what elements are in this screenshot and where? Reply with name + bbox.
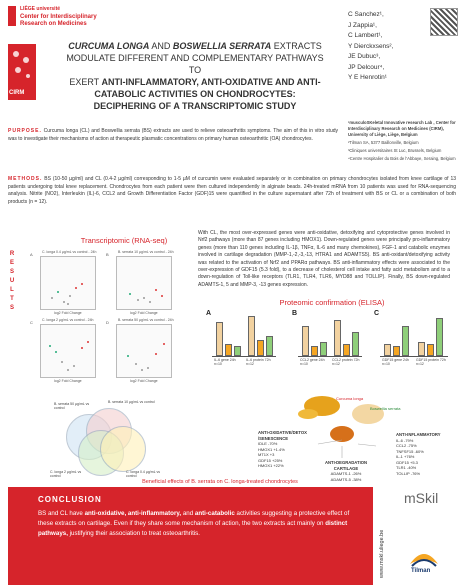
volcano-label-b: B (106, 252, 109, 257)
volcano-title-d: B. serrata 50 µg/mL vs control - 24h (118, 318, 174, 322)
affiliation: ²Tilman SA, 5377 Baillonville, Belgium (348, 140, 419, 145)
title-species-2: BOSWELLIA SERRATA (172, 41, 272, 51)
authors-list (348, 10, 428, 84)
results-text: With CL, the most over-expressed genes were anti-oxidative, detoxifying and cytoprotective genes involved in Nrf2 pathways (more than 87 genes including HMOX1). Down-regulated genes were principally pro-inflammatory genes (more than 110 genes including IL-1β, TNFα, IL-6 and many chemokines), FGF-1 and catabolic enzymes involved in cartilage degradation (MMP-1,-2,-3,-13, HTRA1 and ADAMTS5). BS anti-oxidant/detoxifying activity was related to the activation of Nrf2 and PPARα pathways. BS anti-inflammatory effects were associated to the over-expression of GDF15 (5.3 fold), to a decrease of cholesterol cell intake and fatty acid metabolism and to a down-regulation of Toll-like receptors (TLR1, TLR4, TLR6, MYD88 and TOLLIP). Finally, BS down-regulated ADAMTS-1, 5 and MMP-3, -13 genes expression. (198, 230, 450, 288)
elisa-panel-a (202, 308, 282, 374)
conclusion-part: and (182, 510, 194, 517)
title-line-2: MODULATE DIFFERENT AND COMPLEMENTARY PATHWAYS TO (66, 53, 324, 75)
elisa-title: Proteomic confirmation (ELISA) (279, 298, 385, 307)
volcano-title-a: C. longa 0.4 µg/mL vs control - 24h (42, 250, 97, 254)
conclusion-box (8, 487, 373, 585)
affiliation: ¹musculoSKeletal Innovative research Lab , Center for Interdisciplinary Research on Medicines (CIRM), University of Liège, Liège, Belgium (348, 120, 456, 137)
volcano-plot-d (116, 324, 172, 378)
results-letter: E (9, 260, 14, 266)
antiinf-item: TNFSF15 -60% (396, 448, 424, 454)
antiox-block (258, 430, 314, 469)
purpose-text-1: Curcuma longa (CL) and Boswellia serrata (BS) extracts are used to relieve osteoarthritis symptoms. (43, 128, 272, 134)
mechanism-diagram (258, 384, 458, 494)
antiox-item: MT1X +3 (258, 452, 275, 457)
antideg-item: ADAMTS-1 -26% (330, 471, 362, 476)
volcano-plot-c (40, 324, 96, 378)
purpose-text-2: The aim of this in vitro study was to investigate their mechanisms of action at therapeutic plasmatic concentrations on primary human osteoarthritic (OA) chondrocytes. (8, 128, 339, 142)
elisa-a-label-1: IL-6 protein 72h n=12 (246, 358, 271, 366)
panel-label-c: C (374, 310, 380, 317)
author: Y E Henrotin¹ (348, 74, 387, 81)
results-letter: S (9, 269, 14, 275)
results-letter: L (10, 287, 14, 293)
author: Y Dierckxsens², (348, 42, 394, 50)
antiox-item: HMOX1 +22% (258, 463, 284, 468)
elisa-c-label-1: GDF15 protein 72h n=12 (416, 358, 446, 366)
cirm-label: CIRM (9, 90, 25, 96)
conclusion-title: CONCLUSION (38, 495, 102, 504)
title-line-5: DECIPHERING OF A TRANSCRIPTOMIC STUDY (93, 101, 297, 111)
center-line-2: Research on Medicines (20, 21, 87, 27)
antideg-title: ANTI-DEGRADATION CARTILAGE (324, 460, 368, 471)
center-name (20, 6, 97, 29)
univ-name: LIÈGE université (20, 6, 61, 12)
results-letter: T (10, 296, 14, 302)
mskil-logo: mSkil (404, 490, 439, 506)
panel-label-b: B (292, 310, 298, 317)
antiox-item: HMOX1 +1.4% (258, 446, 285, 452)
results-letter: U (9, 278, 15, 284)
antiinf-item: CCL2 -75% (396, 443, 417, 448)
conclusion-bold: anti-catabolic (194, 510, 235, 517)
volcano-label-c: C (30, 320, 33, 325)
author: C Lambert¹, (348, 32, 383, 39)
author: JE Dubuc³, (348, 53, 381, 60)
title-line-3a: EXERT (69, 77, 99, 87)
antiox-item: IDLE -70% (258, 441, 278, 446)
conclusion-bold: anti-oxidative, anti-inflammatory, (84, 510, 182, 517)
poster-title (64, 40, 326, 112)
volcano-xlabel-d: log2 Fold Change (130, 379, 158, 383)
methods-text: BS (10-50 µg/ml) and CL (0.4-2 µg/ml) corresponding to 1-5 µM of curcumin were evaluated separately or in combination on primary chondrocytes isolated from knee cartilage of 13 patients undergoing total knee replacement. Chondrocytes from each patient were then cultured independently in alginate beads. 24h-treated mRNA from 10 patients was used for RNA-sequencing analysis. Nitrite (NO2), Interleukin (IL)-6, CCL2 and Growth Differentiation Factor (GDF)15 were quantified in the culture supernatant after 72h of treatment with BS or CL or a combination of both products (n = 12). (8, 176, 456, 205)
conclusion-bold: distinct pathways, (38, 520, 348, 537)
elisa-a-label-0: IL-6 gene 24h n=10 (214, 358, 236, 366)
methods-label: METHODS. (8, 176, 43, 182)
methods-section (8, 176, 456, 206)
transcriptomic-title: Transcriptomic (RNA-seq) (80, 236, 168, 245)
venn-diagram (50, 400, 160, 482)
volcano-plot-b (116, 256, 172, 310)
website-url-text[interactable]: www.mskl.uliege.be (379, 529, 385, 578)
venn-label-4: C. longa 0.4 µg/mL vs control (126, 470, 160, 478)
antiinf-title: ANTI-INFLAMMATORY (396, 432, 441, 437)
volcano-xlabel-c: log2 Fold Change (54, 379, 82, 383)
title-line-4: CATABOLIC ACTIVITIES ON CHONDROCYTES: (94, 89, 296, 99)
antiinf-block (396, 432, 460, 476)
conclusion-part: activities suggesting a protective effect of these extracts on cartilage. Even if they share some mechanism of action, the two extracts act mainly on (38, 510, 350, 527)
antiinf-item: TOLLIP -76% (396, 470, 421, 476)
tilman-label: Tilman (411, 568, 431, 574)
volcano-plot-a (40, 256, 96, 310)
antiox-item: GDF15 +25% (258, 457, 283, 463)
author: JP Delcour⁴, (348, 63, 385, 71)
antiinf-item: TLR1 -40% (396, 465, 417, 470)
results-letter: S (9, 305, 14, 311)
center-line-1: Center for Interdisciplinary (20, 13, 97, 20)
venn-label-2: B. serrata 10 µg/mL vs control (108, 400, 155, 404)
antiinf-item: GDF15 +5.3 (396, 459, 418, 465)
conclusion-part: justifying their association to treat osteoarthritis. (69, 530, 200, 537)
boswellia-label: Boswellia serrata (370, 406, 401, 411)
volcano-title-b: B. serrata 10 µg/mL vs control - 24h (118, 250, 174, 254)
elisa-c-label-0: GDF15 gene 24h n=10 (382, 358, 409, 366)
results-vertical-label (8, 250, 16, 313)
author: C Sanchez¹, (348, 11, 384, 18)
venn-label-3: C. longa 2 µg/mL vs control (50, 470, 82, 478)
antiinf-item: IL-6 -79% (396, 437, 414, 443)
affiliation: ⁴Centre Hospitalier du Bois de l'Abbaye, Seraing, Belgium (348, 156, 456, 161)
results-letter: R (9, 251, 15, 257)
conclusion-text (38, 509, 360, 539)
volcano-label-d: D (106, 320, 109, 325)
elisa-panel-c (372, 308, 456, 374)
elisa-b-label-0: CCL2 gene 24h n=10 (300, 358, 325, 366)
cirm-pattern-icon (8, 44, 36, 84)
volcano-xlabel-a: log2 Fold Change (54, 311, 82, 315)
affiliation: ³Cliniques universitaires St Luc, Brussels, Belgium (348, 148, 442, 153)
conclusion-part: BS and CL have (38, 510, 83, 517)
uliege-square (8, 6, 16, 26)
title-and: AND (151, 41, 171, 51)
purpose-label: PURPOSE. (8, 128, 42, 134)
antiinf-item: IL-1 +76% (396, 454, 415, 459)
title-line-3b: ANTI-INFLAMMATORY, ANTI-OXIDATIVE AND ANTI- (101, 77, 321, 87)
volcano-title-c: C. longa 2 µg/mL vs control - 24h (42, 318, 94, 322)
affiliations (348, 120, 458, 162)
website-url[interactable] (379, 490, 387, 578)
purpose-section (8, 128, 338, 143)
elisa-panel-b (288, 308, 368, 374)
figure-caption: Beneficial effects of B. serrata on C. longa-treated chondrocytes (142, 479, 298, 485)
author: J Zappia¹, (348, 21, 377, 29)
antideg-item: ADAMTS-5 -38% (330, 476, 362, 482)
curcuma-label: Curcuma longa (336, 396, 364, 401)
antiox-title: ANTI-OXIDATIVE/DETOX /SENESCENCE (258, 430, 307, 441)
qr-code-icon[interactable] (430, 8, 458, 36)
venn-label-1: B. serrata 50 µg/mL vs control (54, 402, 90, 410)
volcano-xlabel-b: log2 Fold Change (130, 311, 158, 315)
elisa-b-label-1: CCL2 protein 72h n=12 (332, 358, 360, 366)
title-line-1: EXTRACTS (273, 41, 322, 51)
panel-label-a: A (206, 310, 212, 317)
title-species-1: CURCUMA LONGA (68, 41, 150, 51)
volcano-label-a: A (30, 252, 33, 257)
